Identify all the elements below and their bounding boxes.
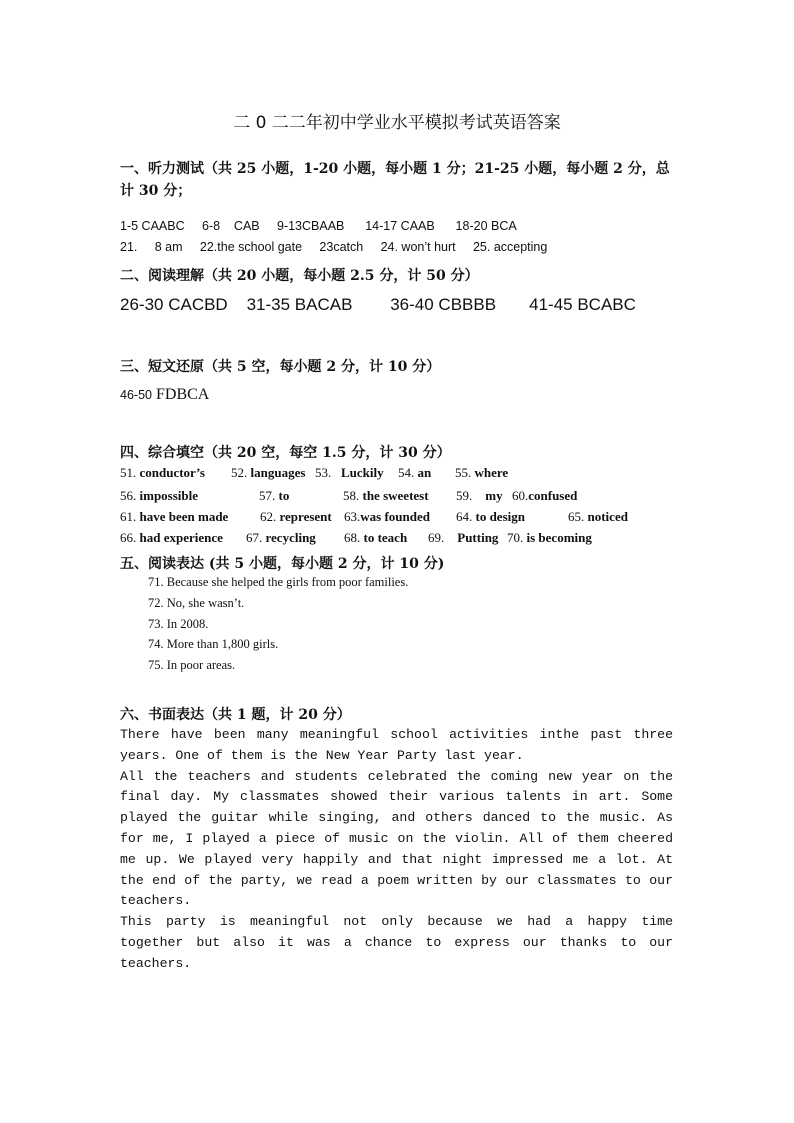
essay-paragraph-1: There have been many meaningful school activities inthe past three years. One of them is the New Year Party last year. <box>120 727 673 763</box>
reading-expression-answers <box>148 575 408 679</box>
cloze-item-55: 55. where <box>455 465 509 480</box>
cloze-item-66: 66. had experience <box>120 530 223 545</box>
cloze-item-60: 60.confused <box>512 488 578 503</box>
listening-answers-row1: 1-5 CAABC 6-8 CAB 9-13CBAAB 14-17 CAAB 18-20 BCA <box>120 219 517 233</box>
reading-answer-71: 71. Because she helped the girls from poor families. <box>148 575 409 589</box>
essay-paragraph-2: All the teachers and students celebrated the coming new year on the final day. My classmates showed their various talents in art. Some played the guitar while singing, and others danced to the music. As for me, I played a piece of music on the violin. All of them cheered me up. We played very happily and that night impressed me a lot. At the end of the party, we read a poem written by our classmates to our teachers. <box>120 768 673 909</box>
section3-heading: 三、短文还原（共 5 空，每小题 2 分，计 10 分） <box>120 359 441 375</box>
cloze-item-52: 52. languages <box>231 465 306 480</box>
text-restoration-prefix: 46-50 <box>120 388 152 402</box>
essay-body <box>120 725 673 975</box>
section2-heading: 二、阅读理解（共 20 小题，每小题 2.5 分，计 50 分） <box>120 268 479 284</box>
section1-heading: 一、听力测试（共 25 小题，1-20 小题，每小题 1 分；21-25 小题，每小题 2 分，总计 30 分； <box>120 161 670 199</box>
reading-answer-75: 75. In poor areas. <box>148 658 236 673</box>
reading-answer-73: 73. In 2008. <box>148 616 209 631</box>
cloze-item-54: 54. an <box>398 465 432 480</box>
cloze-item-59: 59. my <box>456 488 503 503</box>
cloze-item-69: 69. Putting <box>428 530 499 545</box>
cloze-item-57: 57. to <box>259 488 290 503</box>
cloze-item-61: 61. have been made <box>120 509 229 524</box>
section4-heading: 四、综合填空（共 20 空，每空 1.5 分，计 30 分） <box>120 445 451 461</box>
cloze-item-67: 67. recycling <box>246 530 316 545</box>
text-restoration-answers <box>120 386 209 404</box>
cloze-item-62: 62. represent <box>260 509 332 524</box>
reading-answer-74: 74. More than 1,800 girls. <box>148 637 279 652</box>
cloze-item-56: 56. impossible <box>120 488 199 503</box>
section5-heading: 五、阅读表达 (共 5 小题，每小题 2 分，计 10 分) <box>120 556 445 572</box>
reading-comprehension-answers: 26-30 CACBD 31-35 BACAB 36-40 CBBBB 41-45 BCABC <box>120 295 636 314</box>
cloze-item-68: 68. to teach <box>344 530 408 545</box>
cloze-item-58: 58. the sweetest <box>343 488 429 503</box>
page-title: 二 0 二二年初中学业水平模拟考试英语答案 <box>233 113 561 133</box>
essay-paragraph-3: This party is meaningful not only because we had a happy time together but also it was a chance to express our thanks to our teachers. <box>120 914 673 971</box>
cloze-item-53: 53. Luckily <box>315 465 384 480</box>
cloze-item-51: 51. conductor’s <box>120 465 205 480</box>
section6-heading: 六、书面表达（共 1 题，计 20 分） <box>120 707 351 723</box>
listening-answers-row2: 21. 8 am 22.the school gate 23catch 24. won’t hurt 25. accepting <box>120 240 548 254</box>
text-restoration-answer: FDBCA <box>155 386 210 403</box>
cloze-item-63: 63.was founded <box>344 509 430 524</box>
cloze-item-65: 65. noticed <box>568 509 628 524</box>
reading-answer-72: 72. No, she wasn’t. <box>148 595 245 610</box>
cloze-item-64: 64. to design <box>456 509 525 524</box>
cloze-item-70: 70. is becoming <box>507 530 592 545</box>
